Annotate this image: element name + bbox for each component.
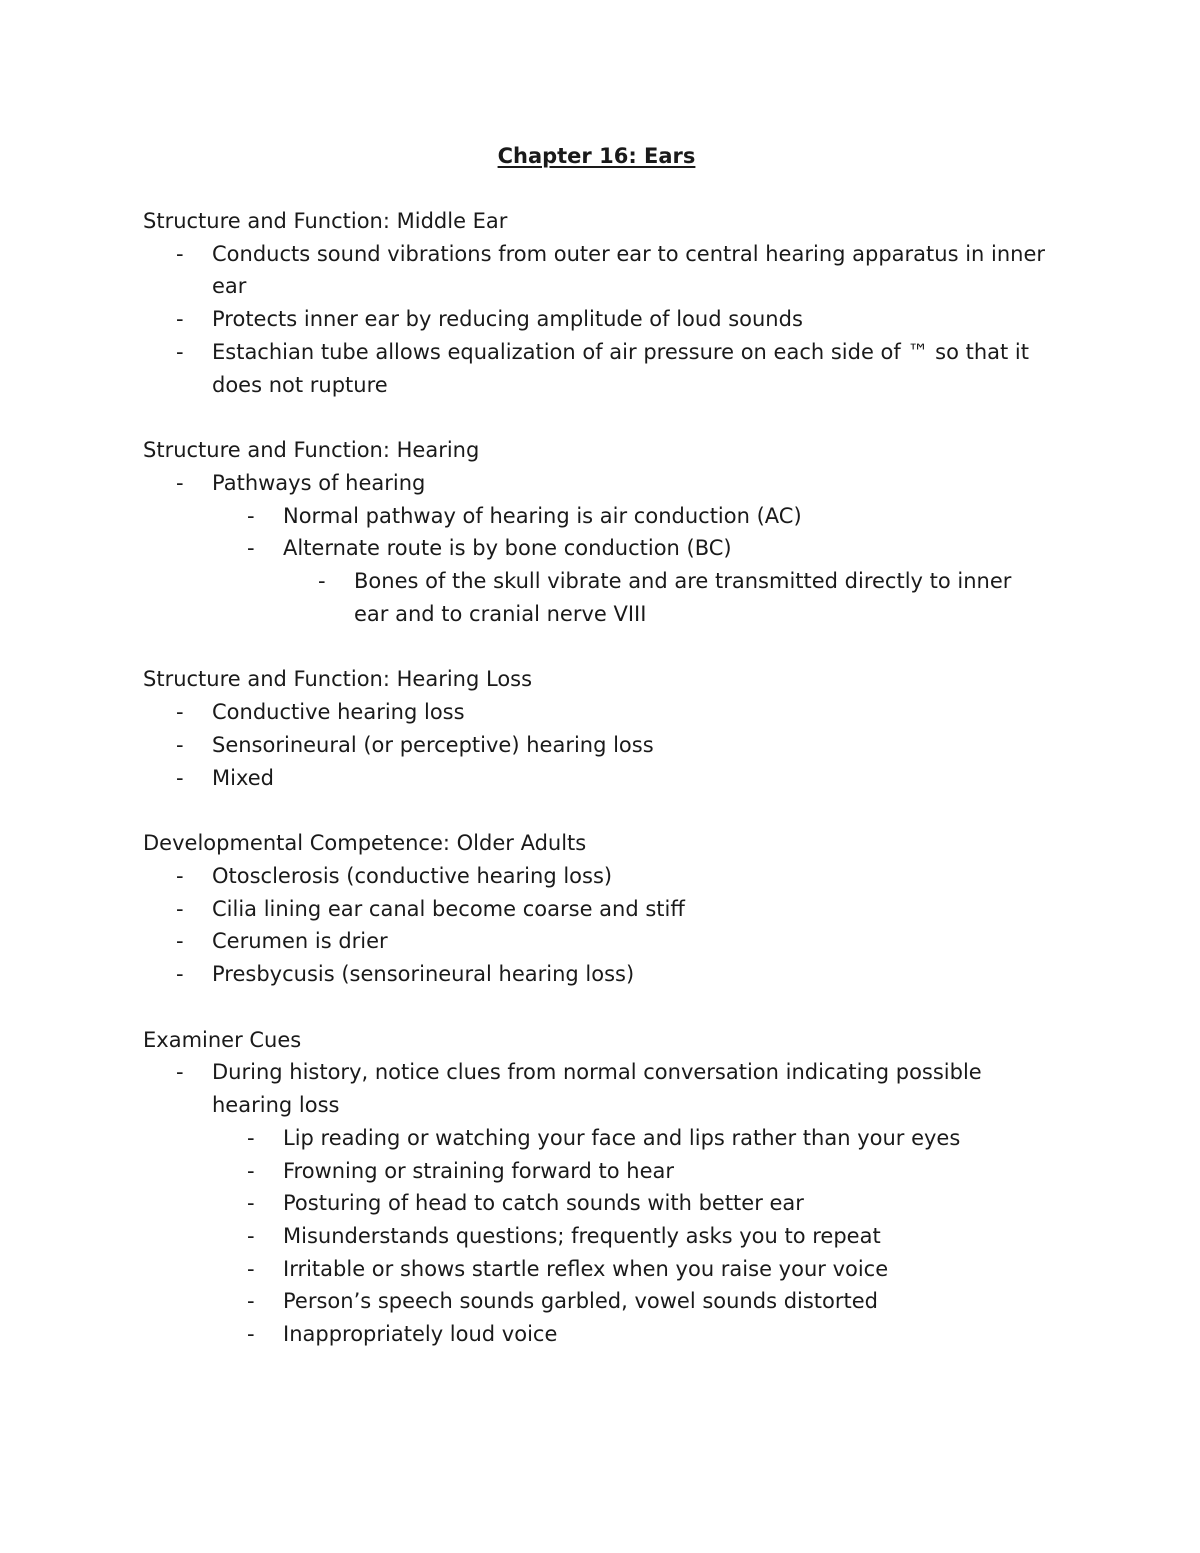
bullet-text: Lip reading or watching your face and lips rather than your eyes <box>283 1125 961 1150</box>
bullet-text: Sensorineural (or perceptive) hearing loss <box>212 732 654 757</box>
bullet-dash-icon: - <box>176 241 184 266</box>
bullet-text: Normal pathway of hearing is air conduction (AC) <box>283 503 802 528</box>
bullet-text: Misunderstands questions; frequently asks you to repeat <box>283 1223 881 1248</box>
bullet-dash-icon: - <box>176 307 184 332</box>
bullet-text: Alternate route is by bone conduction (BC) <box>283 536 732 561</box>
bullet-text: Conductive hearing loss <box>212 700 465 725</box>
bullet-text: Frowning or straining forward to hear <box>283 1158 675 1183</box>
bullet-item <box>143 696 1050 729</box>
bullet-text: Posturing of head to catch sounds with better ear <box>283 1191 804 1216</box>
bullet-item <box>143 336 1050 401</box>
bullet-dash-icon: - <box>247 536 255 561</box>
bullet-item <box>214 1122 1050 1155</box>
section-heading: Structure and Function: Middle Ear <box>143 209 508 233</box>
bullet-text: Person’s speech sounds garbled, vowel sounds distorted <box>283 1289 878 1314</box>
bullet-dash-icon: - <box>247 1223 255 1248</box>
bullet-item <box>143 1056 1050 1121</box>
notes-section <box>143 205 1050 401</box>
section-heading: Examiner Cues <box>143 1027 302 1052</box>
bullet-dash-icon: - <box>247 503 255 528</box>
bullet-dash-icon: - <box>176 1060 184 1085</box>
bullet-dash-icon: - <box>176 700 184 725</box>
bullet-item <box>214 1318 1050 1351</box>
bullet-dash-icon: - <box>176 732 184 757</box>
bullet-text: Presbycusis (sensorineural hearing loss) <box>212 962 635 987</box>
page-title: Chapter 16: Ears <box>497 144 696 168</box>
bullet-dash-icon: - <box>247 1289 255 1314</box>
bullet-text: Pathways of hearing <box>212 470 426 495</box>
notes-section <box>143 1024 1050 1351</box>
bullet-text: Conducts sound vibrations from outer ear to central hearing apparatus in inner ear <box>212 241 1046 299</box>
bullet-dash-icon: - <box>176 765 184 790</box>
bullet-dash-icon: - <box>247 1158 255 1183</box>
bullet-item <box>143 238 1050 303</box>
bullet-item <box>214 1220 1050 1253</box>
bullet-dash-icon: - <box>176 896 184 921</box>
section-heading: Structure and Function: Hearing Loss <box>143 667 533 692</box>
bullet-text: Inappropriately loud voice <box>283 1322 558 1347</box>
bullet-item <box>214 1155 1050 1188</box>
bullet-text: Mixed <box>212 765 274 790</box>
bullet-item <box>143 762 1050 795</box>
bullet-item <box>143 925 1050 958</box>
bullet-item <box>285 565 1050 630</box>
bullet-dash-icon: - <box>176 929 184 954</box>
bullet-item <box>214 1253 1050 1286</box>
bullet-item <box>143 958 1050 991</box>
bullet-item <box>214 1285 1050 1318</box>
bullet-text: Bones of the skull vibrate and are transmitted directly to inner ear and to cranial nerve VIII <box>354 569 1012 626</box>
bullet-item <box>143 729 1050 762</box>
bullet-item <box>214 532 1050 565</box>
bullet-dash-icon: - <box>247 1191 255 1216</box>
bullet-dash-icon: - <box>176 863 184 888</box>
notes-section <box>143 663 1050 794</box>
bullet-item <box>214 1187 1050 1220</box>
bullet-dash-icon: - <box>247 1125 255 1150</box>
bullet-text: Irritable or shows startle reflex when you raise your voice <box>283 1256 889 1281</box>
bullet-text: During history, notice clues from normal conversation indicating possible hearing loss <box>212 1060 982 1118</box>
bullet-dash-icon: - <box>176 339 184 364</box>
section-heading: Structure and Function: Hearing <box>143 438 480 463</box>
bullet-text: Otosclerosis (conductive hearing loss) <box>212 863 613 888</box>
section-heading: Developmental Competence: Older Adults <box>143 831 587 856</box>
bullet-item <box>143 860 1050 893</box>
bullet-item <box>143 303 1050 336</box>
bullet-dash-icon: - <box>176 962 184 987</box>
bullet-dash-icon: - <box>247 1256 255 1281</box>
notes-body <box>143 205 1050 1351</box>
bullet-text: Estachian tube allows equalization of air pressure on each side of ™ so that it does not rupture <box>212 339 1030 397</box>
bullet-item <box>143 893 1050 926</box>
bullet-dash-icon: - <box>176 470 184 495</box>
bullet-text: Protects inner ear by reducing amplitude of loud sounds <box>212 307 803 332</box>
bullet-item <box>143 467 1050 500</box>
notes-section <box>143 434 1050 630</box>
bullet-text: Cerumen is drier <box>212 929 388 954</box>
bullet-dash-icon: - <box>247 1322 255 1347</box>
bullet-dash-icon: - <box>318 569 326 594</box>
bullet-text: Cilia lining ear canal become coarse and stiff <box>212 896 685 921</box>
notes-section <box>143 827 1050 991</box>
bullet-item <box>214 500 1050 533</box>
